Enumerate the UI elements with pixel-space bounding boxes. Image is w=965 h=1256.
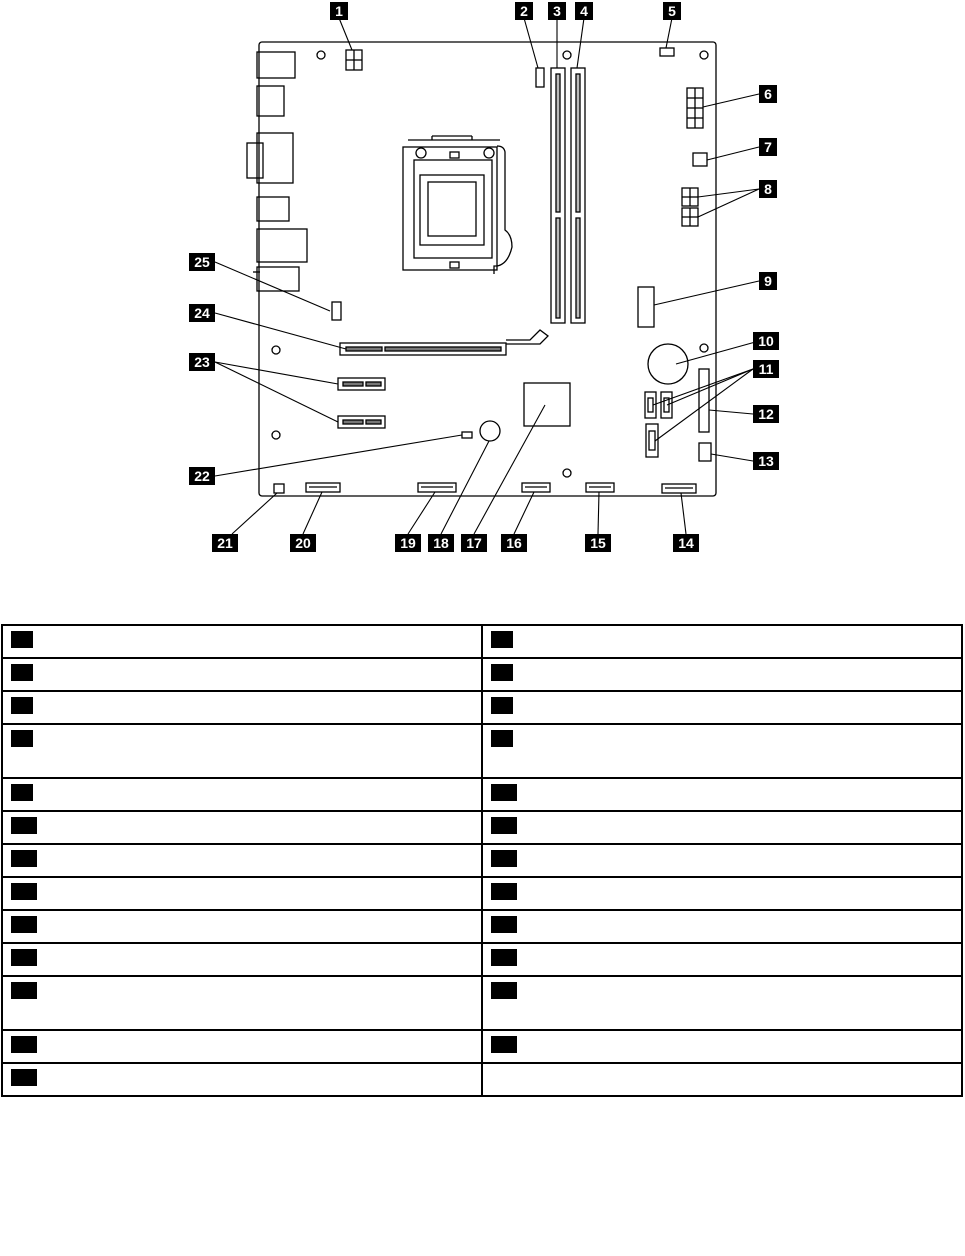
callout-5 [663,2,681,20]
motherboard-svg [0,0,965,560]
pcie-x1-slot-inner [343,420,363,424]
legend-marker [491,982,517,999]
callout-7 [759,138,777,156]
callout-19 [395,534,421,552]
coin-battery [648,344,688,384]
legend-cell [482,976,962,1030]
mounting-hole [272,431,280,439]
memory-slot-3-inner [556,218,560,318]
rear-io-port [257,229,307,262]
memory-slot-4-inner [576,218,580,318]
svg-text:7: 7 [764,139,772,155]
sata-connector-inner [649,431,655,450]
leader-line-25 [215,262,330,311]
legend-marker [11,850,37,867]
rear-io-port [257,197,289,221]
cpu-screw [416,148,426,158]
callout-18 [428,534,454,552]
connector-5 [660,48,674,56]
legend-cell [482,691,962,724]
svg-text:12: 12 [758,406,774,422]
leader-line-22 [215,435,462,476]
leader-line-2 [524,18,538,68]
svg-text:16: 16 [506,535,522,551]
legend-row [2,778,962,811]
legend-marker [11,730,33,747]
cpu-latch-notch [450,262,459,268]
legend-row [2,811,962,844]
mounting-hole [272,346,280,354]
legend-marker [491,1036,517,1053]
leader-line-24 [215,313,346,349]
board-outline [259,42,716,496]
leader-line-23 [215,362,338,422]
cpu-socket-center [420,175,484,245]
leader-line-4 [577,18,584,68]
leader-line-11 [667,369,753,405]
pcie-x16-slot-inner [346,347,382,351]
legend-row [2,625,962,658]
callout-20 [290,534,316,552]
leader-line-23 [215,362,338,384]
legend-marker [491,916,517,933]
legend-marker [491,697,513,714]
legend-marker [11,664,33,681]
callout-4 [575,2,593,20]
legend-table [1,624,963,1097]
leader-line-19 [408,492,435,534]
legend-cell [482,877,962,910]
legend-row [2,691,962,724]
svg-text:6: 6 [764,86,772,102]
callout-15 [585,534,611,552]
legend-cell-empty [482,1063,962,1096]
legend-marker [491,730,513,747]
svg-text:19: 19 [400,535,416,551]
cpu-retention-top [408,136,500,140]
svg-text:1: 1 [335,3,343,19]
legend-marker [11,817,37,834]
callout-10 [753,332,779,350]
legend-row [2,1063,962,1096]
legend-marker [491,664,513,681]
callout-25 [189,253,215,271]
callout-11 [753,360,779,378]
legend-marker [491,949,517,966]
connector-7 [693,153,707,166]
leader-line-10 [676,341,759,364]
legend-marker [11,949,37,966]
legend-cell [482,910,962,943]
motherboard-diagram [0,0,965,560]
legend-marker [11,784,33,801]
component-22 [462,432,472,438]
leader-line-11 [655,369,753,441]
legend-cell [482,778,962,811]
svg-text:23: 23 [194,354,210,370]
cpu-latch-notch [450,152,459,158]
sata-connector-inner [648,398,653,412]
legend-marker [491,784,517,801]
leader-line-15 [598,492,599,534]
legend-cell [482,811,962,844]
mounting-hole [700,344,708,352]
rear-io-audio-port [257,267,299,291]
svg-text:21: 21 [217,535,233,551]
connector-2 [536,68,544,87]
callout-21 [212,534,238,552]
memory-slot-3-inner [556,74,560,212]
legend-row [2,844,962,877]
legend-marker [491,631,513,648]
legend-cell [482,943,962,976]
svg-text:3: 3 [553,3,561,19]
svg-text:11: 11 [758,361,774,377]
rear-io-port [257,52,295,78]
memory-slot-4-inner [576,74,580,212]
pcie-x1-slot-inner [366,420,381,424]
callout-1 [330,2,348,20]
svg-text:17: 17 [466,535,482,551]
mounting-hole [700,51,708,59]
legend-cell [2,724,482,778]
legend-row [2,976,962,1030]
cpu-socket [403,147,497,270]
svg-text:13: 13 [758,453,774,469]
callout-24 [189,304,215,322]
leader-line-20 [303,492,322,534]
legend-marker [11,1069,37,1086]
legend-marker [11,982,37,999]
legend-marker [491,883,517,900]
legend-marker [11,697,33,714]
legend-cell [482,658,962,691]
svg-text:4: 4 [580,3,588,19]
callout-22 [189,467,215,485]
callout-13 [753,452,779,470]
mounting-hole [563,51,571,59]
svg-text:18: 18 [433,535,449,551]
leader-line-11 [653,369,753,405]
callout-2 [515,2,533,20]
legend-cell [2,1063,482,1096]
legend-cell [2,691,482,724]
callout-17 [461,534,487,552]
callout-14 [673,534,699,552]
legend-cell [2,778,482,811]
legend-cell [2,976,482,1030]
svg-text:5: 5 [668,3,676,19]
legend-marker [11,1036,37,1053]
legend-marker [11,883,37,900]
callout-9 [759,272,777,290]
callout-3 [548,2,566,20]
leader-line-14 [681,493,686,534]
legend-cell [482,844,962,877]
svg-text:24: 24 [194,305,210,321]
pcie-x1-slot-inner [366,382,381,386]
callout-12 [753,405,779,423]
leader-line-16 [514,492,534,534]
rear-io-port [257,86,284,116]
legend-row [2,724,962,778]
connector-12 [699,369,709,432]
callout-6 [759,85,777,103]
pcie-x16-slot-inner [385,347,501,351]
leader-line-7 [707,147,759,160]
rear-io-vga-port [247,143,263,178]
legend-cell [2,877,482,910]
legend-cell [2,658,482,691]
legend-cell [2,1030,482,1063]
legend-row [2,910,962,943]
svg-text:20: 20 [295,535,311,551]
callout-8 [759,180,777,198]
pcie-x1-slot-inner [343,382,363,386]
svg-text:25: 25 [194,254,210,270]
callout-23 [189,353,215,371]
chipset [524,383,570,426]
svg-text:14: 14 [678,535,694,551]
legend-marker [491,817,517,834]
svg-text:22: 22 [194,468,210,484]
sata-connector [661,392,672,418]
pcie-latch [506,330,548,344]
mounting-hole [317,51,325,59]
leader-line-5 [666,18,672,48]
legend-cell [2,943,482,976]
callout-16 [501,534,527,552]
legend-cell [2,844,482,877]
connector-13 [699,443,711,461]
connector-21 [274,484,284,493]
svg-text:8: 8 [764,181,772,197]
component-18 [480,421,500,441]
legend-row [2,1030,962,1063]
legend-marker [11,916,37,933]
leader-line-9 [654,281,759,305]
legend-cell [482,1030,962,1063]
leader-line-6 [703,94,759,107]
connector-9 [638,287,654,327]
leader-line-1 [339,18,352,50]
legend-row [2,943,962,976]
legend-marker [11,631,33,648]
legend-cell [482,625,962,658]
legend-cell [482,724,962,778]
svg-text:10: 10 [758,333,774,349]
legend-row [2,658,962,691]
legend-row [2,877,962,910]
svg-text:2: 2 [520,3,528,19]
leader-line-21 [232,493,277,534]
legend-cell [2,811,482,844]
svg-text:9: 9 [764,273,772,289]
svg-text:15: 15 [590,535,606,551]
legend-cell [2,625,482,658]
cpu-socket-core [428,182,476,236]
leader-line-17 [474,405,545,534]
legend-cell [2,910,482,943]
mounting-hole [563,469,571,477]
leader-line-13 [711,454,753,461]
cpu-screw [484,148,494,158]
connector-25 [332,302,341,320]
legend-marker [491,850,517,867]
